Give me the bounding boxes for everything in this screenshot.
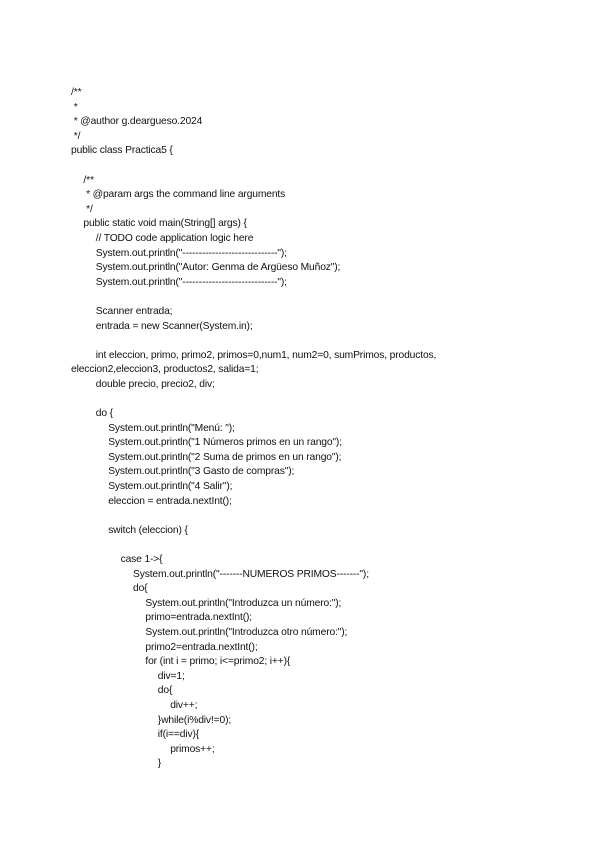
code-line: do{ [157,685,173,697]
code-line: Scanner entrada; [95,305,173,317]
code-line: do { [95,408,113,420]
code-line: eleccion2,eleccion3, productos2, salida=1; [71,364,259,376]
code-line: System.out.println("3 Gasto de compras"); [108,466,295,478]
code-line: public class Practica5 { [71,145,173,157]
code-line: */ [71,130,81,142]
code-line: System.out.println("Introduzca otro número:"); [145,626,348,638]
code-line: // TODO code application logic here [95,232,254,244]
code-line: /** [71,87,82,98]
code-line: entrada = new Scanner(System.in); [95,320,253,332]
code-line [71,334,436,349]
code-line: /** [83,174,94,186]
code-line: switch (eleccion) { [108,524,188,536]
code-line: div=1; [157,670,185,682]
code-line: primos++; [170,743,215,755]
code-line [71,392,436,407]
code-line: * [71,101,78,113]
code-line: }while(i%div!=0); [157,714,232,726]
code-line: primo=entrada.nextInt(); [145,612,252,624]
code-listing [71,86,436,772]
code-line: System.out.println("Menú: "); [108,422,235,434]
code-line: primo2=entrada.nextInt(); [145,641,258,653]
code-line: div++; [170,699,198,711]
code-line: System.out.println("1 Números primos en un rango"); [108,437,342,449]
code-line [71,509,436,524]
code-line [71,159,436,174]
code-line: System.out.println("4 Salir"); [108,481,233,493]
code-line: int eleccion, primo, primo2, primos=0,num1, num2=0, sumPrimos, productos, [95,349,437,361]
code-line [71,538,436,553]
code-line: for (int i = primo; i<=primo2; i++){ [145,656,291,668]
code-line: System.out.println("Autor: Genma de Argüeso Muñoz"); [95,262,341,274]
code-line: do{ [133,583,148,595]
code-line: System.out.println("-----------------------------"); [95,276,287,288]
code-line: public static void main(String[] args) { [83,218,247,230]
code-line: System.out.println("Introduzca un número:"); [145,597,342,609]
code-line [71,290,436,305]
code-line: * @param args the command line arguments [83,189,286,201]
code-line: eleccion = entrada.nextInt(); [108,495,232,507]
code-line: System.out.println("2 Suma de primos en un rango"); [108,451,342,463]
code-line: case 1->{ [120,554,163,565]
code-line: * @author g.deargueso.2024 [71,116,203,128]
code-line: */ [83,203,93,215]
code-line: } [157,758,162,770]
code-line: if(i==div){ [157,729,200,741]
code-line: System.out.println("-------NUMEROS PRIMOS-------"); [133,568,369,580]
code-line: double precio, precio2, div; [95,378,215,390]
code-line: System.out.println("-----------------------------"); [95,247,287,259]
